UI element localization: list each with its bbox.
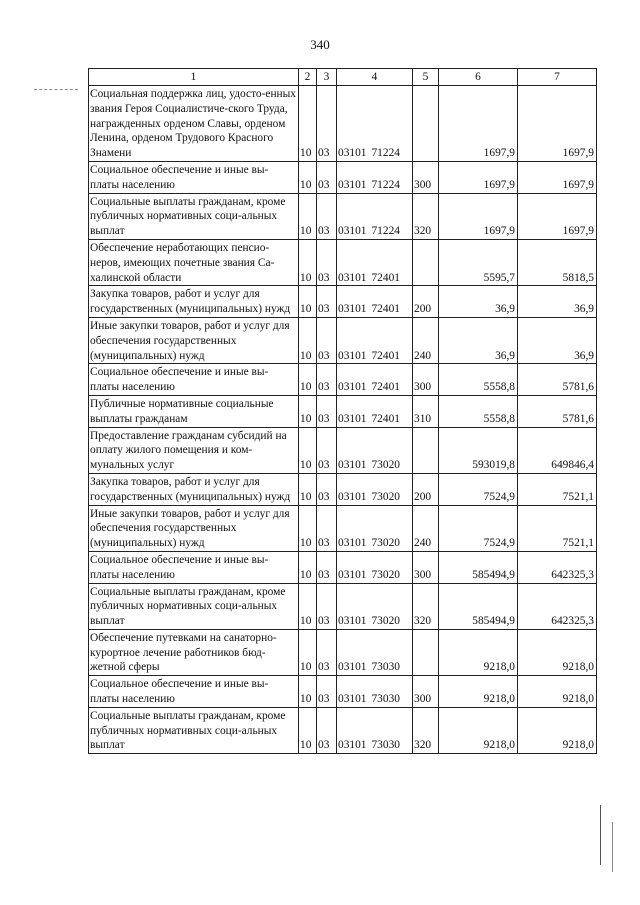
amount-year1-cell: 1697,9 — [439, 86, 518, 162]
section-code-cell: 10 — [299, 427, 317, 473]
section-code-cell: 10 — [299, 629, 317, 675]
amount-year2-cell: 5781,6 — [518, 395, 597, 427]
amount-year1-cell: 593019,8 — [439, 427, 518, 473]
row-name-cell: Социальное обеспечение и иные вы-платы населению — [89, 161, 299, 193]
expense-type-cell: 300 — [413, 364, 439, 396]
subsection-code-cell: 03 — [317, 364, 337, 396]
target-article-part1: 03101 — [338, 739, 367, 752]
table-row — [89, 364, 597, 396]
section-code-cell: 10 — [299, 551, 317, 583]
amount-year2-cell: 7521,1 — [518, 473, 597, 505]
target-article-cell — [337, 395, 413, 427]
expense-type-cell — [413, 239, 439, 285]
target-article-part1: 03101 — [338, 693, 367, 706]
section-code-cell: 10 — [299, 86, 317, 162]
subsection-code-cell: 03 — [317, 161, 337, 193]
row-name-cell: Обеспечение неработающих пенсио-неров, имеющих почетные звания Са-халинской области — [89, 239, 299, 285]
subsection-code-cell: 03 — [317, 676, 337, 708]
row-name-cell: Предоставление гражданам субсидий на оплату жилого помещения и ком-мунальных услуг — [89, 427, 299, 473]
subsection-code-cell: 03 — [317, 473, 337, 505]
row-name-cell: Иные закупки товаров, работ и услуг для обеспечения государственных (муниципальных) нужд — [89, 317, 299, 363]
column-header-name: 1 — [89, 69, 299, 86]
target-article-cell — [337, 551, 413, 583]
section-code-cell: 10 — [299, 239, 317, 285]
table-row — [89, 583, 597, 629]
row-name-cell: Социальное обеспечение и иные вы-платы населению — [89, 364, 299, 396]
row-name-cell: Публичные нормативные социальные выплаты гражданам — [89, 395, 299, 427]
amount-year2-cell: 36,9 — [518, 317, 597, 363]
amount-year1-cell: 7524,9 — [439, 473, 518, 505]
amount-year1-cell: 9218,0 — [439, 707, 518, 753]
amount-year2-cell: 36,9 — [518, 286, 597, 318]
expense-type-cell: 240 — [413, 317, 439, 363]
row-name-cell: Закупка товаров, работ и услуг для государственных (муниципальных) нужд — [89, 473, 299, 505]
target-article-cell — [337, 86, 413, 162]
table-row — [89, 239, 597, 285]
target-article-cell — [337, 317, 413, 363]
target-article-cell — [337, 427, 413, 473]
amount-year2-cell: 649846,4 — [518, 427, 597, 473]
target-article-cell — [337, 505, 413, 551]
table-header-row — [89, 69, 597, 86]
target-article-part1: 03101 — [338, 537, 367, 550]
section-code-cell: 10 — [299, 505, 317, 551]
column-header-amount-year2: 7 — [518, 69, 597, 86]
amount-year1-cell: 36,9 — [439, 317, 518, 363]
target-article-part1: 03101 — [338, 661, 367, 674]
table-row — [89, 629, 597, 675]
section-code-cell: 10 — [299, 193, 317, 239]
row-name-cell: Социальная поддержка лиц, удосто-енных звания Героя Социалистиче-ского Труда, награжденных орденом Славы, орденом Ленина, орденом Трудового Красного Знамени — [89, 86, 299, 162]
amount-year1-cell: 1697,9 — [439, 161, 518, 193]
subsection-code-cell: 03 — [317, 86, 337, 162]
target-article-part1: 03101 — [338, 568, 367, 581]
target-article-cell — [337, 583, 413, 629]
target-article-part1: 03101 — [338, 225, 367, 238]
table-row — [89, 676, 597, 708]
table-row — [89, 193, 597, 239]
amount-year1-cell: 5558,8 — [439, 395, 518, 427]
expense-type-cell: 300 — [413, 676, 439, 708]
column-header-section: 2 — [299, 69, 317, 86]
target-article-part1: 03101 — [338, 490, 367, 503]
section-code-cell: 10 — [299, 286, 317, 318]
scan-artifact-mark — [612, 822, 613, 872]
amount-year1-cell: 9218,0 — [439, 676, 518, 708]
amount-year2-cell: 5781,6 — [518, 364, 597, 396]
scan-artifact-mark — [600, 805, 601, 865]
table-row — [89, 707, 597, 753]
target-article-cell — [337, 676, 413, 708]
target-article-part2: 72401 — [371, 412, 400, 425]
target-article-cell — [337, 161, 413, 193]
table-row — [89, 395, 597, 427]
target-article-part2: 71224 — [371, 178, 400, 191]
target-article-part1: 03101 — [338, 271, 367, 284]
expense-type-cell: 200 — [413, 286, 439, 318]
amount-year2-cell: 9218,0 — [518, 676, 597, 708]
budget-table — [88, 68, 597, 754]
section-code-cell: 10 — [299, 395, 317, 427]
subsection-code-cell: 03 — [317, 551, 337, 583]
target-article-part2: 72401 — [371, 271, 400, 284]
target-article-part2: 71224 — [371, 225, 400, 238]
subsection-code-cell: 03 — [317, 629, 337, 675]
row-name-cell: Социальное обеспечение и иные вы-платы населению — [89, 551, 299, 583]
target-article-part1: 03101 — [338, 381, 367, 394]
amount-year1-cell: 36,9 — [439, 286, 518, 318]
amount-year1-cell: 5595,7 — [439, 239, 518, 285]
section-code-cell: 10 — [299, 676, 317, 708]
table-row — [89, 161, 597, 193]
expense-type-cell: 320 — [413, 583, 439, 629]
target-article-part2: 72401 — [371, 303, 400, 316]
target-article-part2: 73030 — [371, 693, 400, 706]
amount-year2-cell: 5818,5 — [518, 239, 597, 285]
target-article-part2: 73020 — [371, 459, 400, 472]
target-article-part1: 03101 — [338, 459, 367, 472]
row-name-cell: Социальные выплаты гражданам, кроме публичных нормативных соци-альных выплат — [89, 707, 299, 753]
target-article-part1: 03101 — [338, 615, 367, 628]
section-code-cell: 10 — [299, 473, 317, 505]
amount-year2-cell: 1697,9 — [518, 86, 597, 162]
row-name-cell: Социальные выплаты гражданам, кроме публичных нормативных соци-альных выплат — [89, 583, 299, 629]
target-article-part1: 03101 — [338, 412, 367, 425]
table-row — [89, 317, 597, 363]
target-article-cell — [337, 473, 413, 505]
expense-type-cell — [413, 86, 439, 162]
target-article-part2: 72401 — [371, 381, 400, 394]
page-number: 340 — [310, 37, 330, 52]
amount-year2-cell: 642325,3 — [518, 551, 597, 583]
amount-year2-cell: 9218,0 — [518, 707, 597, 753]
target-article-cell — [337, 193, 413, 239]
table-row — [89, 286, 597, 318]
table-body — [89, 86, 597, 754]
target-article-cell — [337, 629, 413, 675]
row-name-cell: Обеспечение путевками на санаторно-курортное лечение работников бюд-жетной сферы — [89, 629, 299, 675]
target-article-part2: 72401 — [371, 349, 400, 362]
amount-year1-cell: 585494,9 — [439, 583, 518, 629]
target-article-cell — [337, 239, 413, 285]
expense-type-cell — [413, 629, 439, 675]
subsection-code-cell: 03 — [317, 286, 337, 318]
target-article-part2: 73030 — [371, 661, 400, 674]
amount-year1-cell: 5558,8 — [439, 364, 518, 396]
column-header-amount-year1: 6 — [439, 69, 518, 86]
target-article-cell — [337, 286, 413, 318]
subsection-code-cell: 03 — [317, 583, 337, 629]
amount-year1-cell: 585494,9 — [439, 551, 518, 583]
amount-year1-cell: 1697,9 — [439, 193, 518, 239]
target-article-part2: 73020 — [371, 568, 400, 581]
section-code-cell: 10 — [299, 707, 317, 753]
subsection-code-cell: 03 — [317, 193, 337, 239]
expense-type-cell: 300 — [413, 161, 439, 193]
table-row — [89, 505, 597, 551]
subsection-code-cell: 03 — [317, 317, 337, 363]
amount-year1-cell: 9218,0 — [439, 629, 518, 675]
table-row — [89, 473, 597, 505]
amount-year2-cell: 9218,0 — [518, 629, 597, 675]
target-article-part1: 03101 — [338, 178, 367, 191]
expense-type-cell: 300 — [413, 551, 439, 583]
target-article-cell — [337, 364, 413, 396]
target-article-part1: 03101 — [338, 147, 367, 160]
subsection-code-cell: 03 — [317, 707, 337, 753]
table-row — [89, 427, 597, 473]
expense-type-cell: 320 — [413, 707, 439, 753]
amount-year1-cell: 7524,9 — [439, 505, 518, 551]
target-article-part2: 73030 — [371, 739, 400, 752]
target-article-part2: 73020 — [371, 490, 400, 503]
amount-year2-cell: 642325,3 — [518, 583, 597, 629]
target-article-part1: 03101 — [338, 349, 367, 362]
target-article-part2: 73020 — [371, 615, 400, 628]
column-header-expense-type: 5 — [413, 69, 439, 86]
table-row — [89, 551, 597, 583]
scan-artifact-line — [34, 89, 78, 90]
target-article-part2: 71224 — [371, 147, 400, 160]
expense-type-cell: 240 — [413, 505, 439, 551]
section-code-cell: 10 — [299, 317, 317, 363]
expense-type-cell: 310 — [413, 395, 439, 427]
subsection-code-cell: 03 — [317, 427, 337, 473]
column-header-subsection: 3 — [317, 69, 337, 86]
target-article-part2: 73020 — [371, 537, 400, 550]
expense-type-cell: 200 — [413, 473, 439, 505]
column-header-target-article: 4 — [337, 69, 413, 86]
amount-year2-cell: 7521,1 — [518, 505, 597, 551]
subsection-code-cell: 03 — [317, 395, 337, 427]
subsection-code-cell: 03 — [317, 505, 337, 551]
section-code-cell: 10 — [299, 583, 317, 629]
amount-year2-cell: 1697,9 — [518, 161, 597, 193]
row-name-cell: Социальное обеспечение и иные вы-платы населению — [89, 676, 299, 708]
expense-type-cell: 320 — [413, 193, 439, 239]
row-name-cell: Закупка товаров, работ и услуг для государственных (муниципальных) нужд — [89, 286, 299, 318]
row-name-cell: Иные закупки товаров, работ и услуг для обеспечения государственных (муниципальных) нужд — [89, 505, 299, 551]
section-code-cell: 10 — [299, 364, 317, 396]
target-article-cell — [337, 707, 413, 753]
target-article-part1: 03101 — [338, 303, 367, 316]
row-name-cell: Социальные выплаты гражданам, кроме публичных нормативных соци-альных выплат — [89, 193, 299, 239]
expense-type-cell — [413, 427, 439, 473]
amount-year2-cell: 1697,9 — [518, 193, 597, 239]
section-code-cell: 10 — [299, 161, 317, 193]
table-row — [89, 86, 597, 162]
subsection-code-cell: 03 — [317, 239, 337, 285]
